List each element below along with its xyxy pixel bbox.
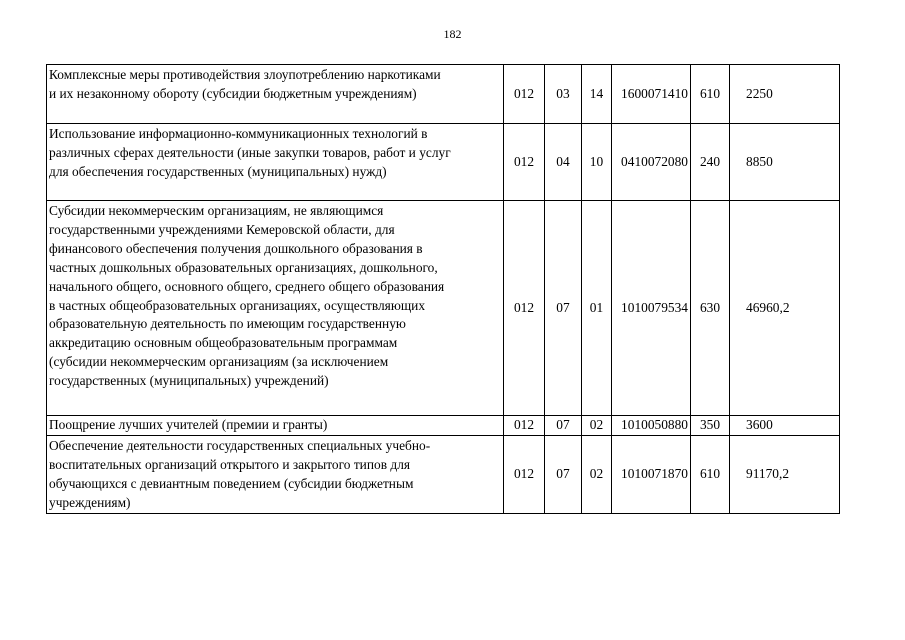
expense-type-code: 630 [691,201,730,416]
subsection-code: 02 [582,436,612,514]
target-code: 1010071870 [612,436,691,514]
target-code: 1010079534 [612,201,691,416]
table-row [47,436,840,514]
subsection-code: 01 [582,201,612,416]
ministry-code: 012 [504,124,545,201]
row-description: Субсидии некоммерческим организациям, не являющимся государственными учреждениями Кемеровской области, для финансового обеспечения получения дошкольного образования в частных дошкольных образовательных организациях, дошкольного, начального общего, основного общего, среднего общего образования в частных общеобразовательных организациях, осуществляющих образовательную деятельность по имеющим государственную аккредитацию основным общеобразовательным программам (субсидии некоммерческим организациям (за исключением государственных (муниципальных) учреждений) [47,201,504,416]
table-row [47,416,840,436]
expense-type-code: 240 [691,124,730,201]
ministry-code: 012 [504,436,545,514]
section-code: 03 [545,65,582,124]
expense-type-code: 610 [691,65,730,124]
amount: 3600 [730,416,840,436]
section-code: 07 [545,416,582,436]
row-description: Комплексные меры противодействия злоупотреблению наркотиками и их незаконному обороту (субсидии бюджетным учреждениям) [47,65,504,124]
table-row [47,201,840,416]
section-code: 07 [545,201,582,416]
target-code: 0410072080 [612,124,691,201]
expense-type-code: 610 [691,436,730,514]
subsection-code: 02 [582,416,612,436]
amount: 46960,2 [730,201,840,416]
row-description: Поощрение лучших учителей (премии и гранты) [47,416,504,436]
section-code: 07 [545,436,582,514]
page-number: 182 [443,27,462,41]
row-description: Обеспечение деятельности государственных специальных учебно- воспитательных организаций открытого и закрытого типов для обучающихся с девиантным поведением (субсидии бюджетным учреждениям) [47,436,504,514]
amount: 8850 [730,124,840,201]
budget-table [46,64,840,514]
target-code: 1010050880 [612,416,691,436]
ministry-code: 012 [504,65,545,124]
subsection-code: 14 [582,65,612,124]
expense-type-code: 350 [691,416,730,436]
table-row [47,124,840,201]
row-description: Использование информационно-коммуникационных технологий в различных сферах деятельности (иные закупки товаров, работ и услуг для обеспечения государственных (муниципальных) нужд) [47,124,504,201]
ministry-code: 012 [504,416,545,436]
subsection-code: 10 [582,124,612,201]
section-code: 04 [545,124,582,201]
ministry-code: 012 [504,201,545,416]
table-row [47,65,840,124]
amount: 91170,2 [730,436,840,514]
target-code: 1600071410 [612,65,691,124]
amount: 2250 [730,65,840,124]
